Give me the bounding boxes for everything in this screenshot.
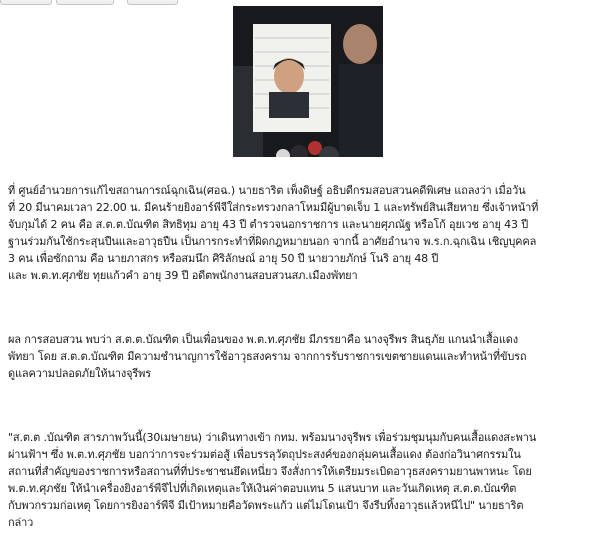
paragraph-line: กับพวกรวมก่อเหตุ โดยการยิงอาร์พีจี มีเป้าหมายคือวัดพระแก้ว แต่ไม่โดนเป้า จึงรีบทิ้งอาวุธแล้วหนีไป" นายธาริต: [8, 499, 524, 512]
paragraph-line: ที่ ศูนย์อำนวยการแก้ไขสถานการณ์ฉุกเฉิน(ศอฉ.) นายธาริต เพ็งดิษฐ์ อธิบดีกรมสอบสวนคดีพิเศษ แถลงว่า เมื่อวัน: [8, 184, 526, 197]
article-paragraph-1: [8, 182, 538, 284]
paragraph-line: ผ่านฟ้าฯ ซึ่ง พ.ต.ท.ศุภชัย บอกว่าการจะร่วมต่อสู้ เพื่อบรรลุวัตถุประสงค์ของกลุ่มคนเสื้อแดง ต้องก่อวินาศกรรมใน: [8, 448, 521, 461]
paragraph-line: พัทยา โดย ส.ต.ต.บัณฑิต มีความชำนาญการใช้อาวุธสงคราม จากการรับราชการเขตชายแดนและทำหน้าที่ขับรถ: [8, 350, 527, 363]
paragraph-line: ผล การสอบสวน พบว่า ส.ต.ต.บัณฑิต เป็นเพื่อนของ พ.ต.ท.ศุภชัย มีภรรยาคือ นางจุรีพร สินธุภัย แกนนำเสื้อแดง: [8, 333, 519, 346]
paragraph-line: ฐานร่วมกันใช้กระสุนปืนและอาวุธปืน เป็นการกระทำที่ผิดกฎหมายนอก จากนี้ อาศัยอำนาจ พ.ร.ก.ฉุกเฉิน เชิญบุคคล: [8, 235, 537, 248]
top-button-1[interactable]: [0, 0, 52, 5]
news-photo-illustration: [233, 6, 383, 157]
article-paragraph-3: [8, 429, 536, 531]
news-photo: [233, 6, 383, 157]
top-button-2[interactable]: [56, 0, 114, 5]
paragraph-line: กล่าว: [8, 516, 34, 529]
paragraph-line: ดูแลความปลอดภัยให้นางจุรีพร: [8, 367, 152, 380]
paragraph-line: ที่ 20 มีนาคมเวลา 22.00 น. มีคนร้ายยิงอาร์พีจีใส่กระทรวงกลาโหมมีผู้บาดเจ็บ 1 และทรัพย์สินเสียหาย ซึ่งเจ้าหน้าที่: [8, 201, 539, 214]
top-button-3[interactable]: [127, 0, 178, 5]
paragraph-line: สถานที่สำคัญของราชการหรือสถานที่ที่ประชาชนยึดเหนี่ยว จึงสั่งการให้เตรียมระเบิดอาวุธสงครามยานพาหนะ โดย: [8, 465, 532, 478]
paragraph-line: และ พ.ต.ท.ศุภชัย ทุยแก้วคำ อายุ 39 ปี อดีตพนักงานสอบสวนสภ.เมืองพัทยา: [8, 269, 358, 282]
paragraph-line: 3 คน เพื่อซักถาม คือ นายภาสกร หรือสมนึก ศิริลักษณ์ อายุ 50 ปี นายวายภักษ์ โนริ อายุ 48 ปี: [8, 252, 439, 265]
paragraph-line: จับกุมได้ 2 คน คือ ส.ต.ต.บัณฑิต สิทธิทุม อายุ 43 ปี ตำรวจนอกราชการ และนายศุภณัฐ หรือโก้ อุยเวช อายุ 43 ปี: [8, 218, 529, 231]
article-paragraph-2: [8, 331, 526, 382]
paragraph-line: "ส.ต.ต .บัณฑิต สารภาพวันนี้(30เมษายน) ว่าเดินทางเข้า กทม. พร้อมนางจุรีพร เพื่อร่วมชุมนุมกับคนเสื้อแดงสะพาน: [8, 431, 537, 444]
paragraph-line: พ.ต.ท.ศุภชัย ให้นำเครื่องยิงอาร์พีจีไปที่เกิดเหตุและให้เงินค่าตอบแทน 5 แสนบาท และวันเกิดเหตุ ส.ต.ต.บัณฑิต: [8, 482, 517, 495]
